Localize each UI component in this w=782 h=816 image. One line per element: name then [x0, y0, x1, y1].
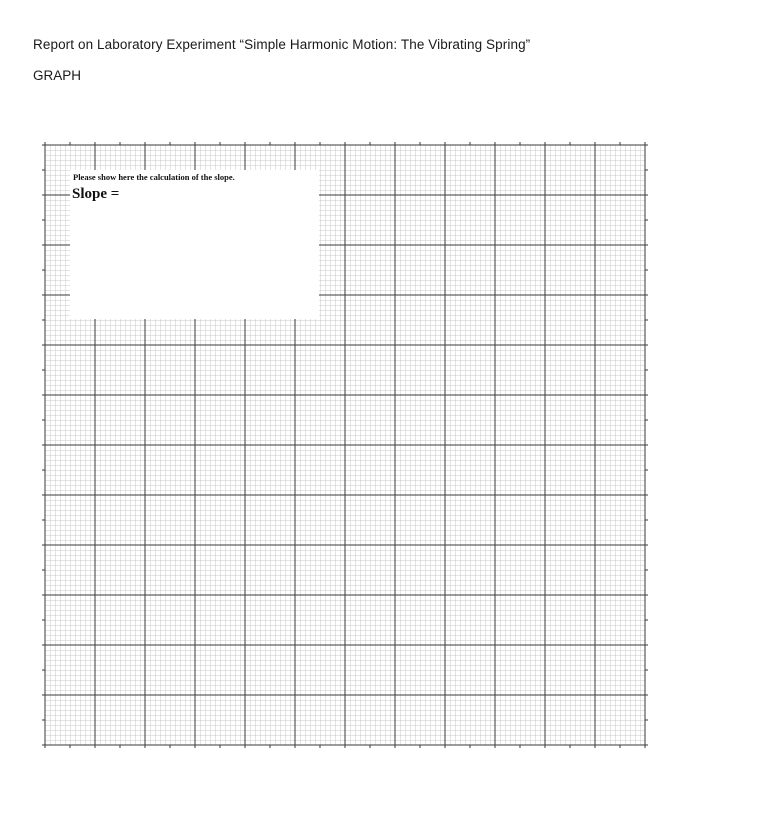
slope-calculation-box[interactable] — [70, 170, 319, 319]
document-title: Report on Laboratory Experiment “Simple Harmonic Motion: The Vibrating Spring” — [33, 37, 531, 52]
section-heading-graph: GRAPH — [33, 68, 82, 83]
slope-instruction-text: Please show here the calculation of the slope. — [73, 172, 235, 182]
slope-label: Slope = — [72, 186, 120, 202]
